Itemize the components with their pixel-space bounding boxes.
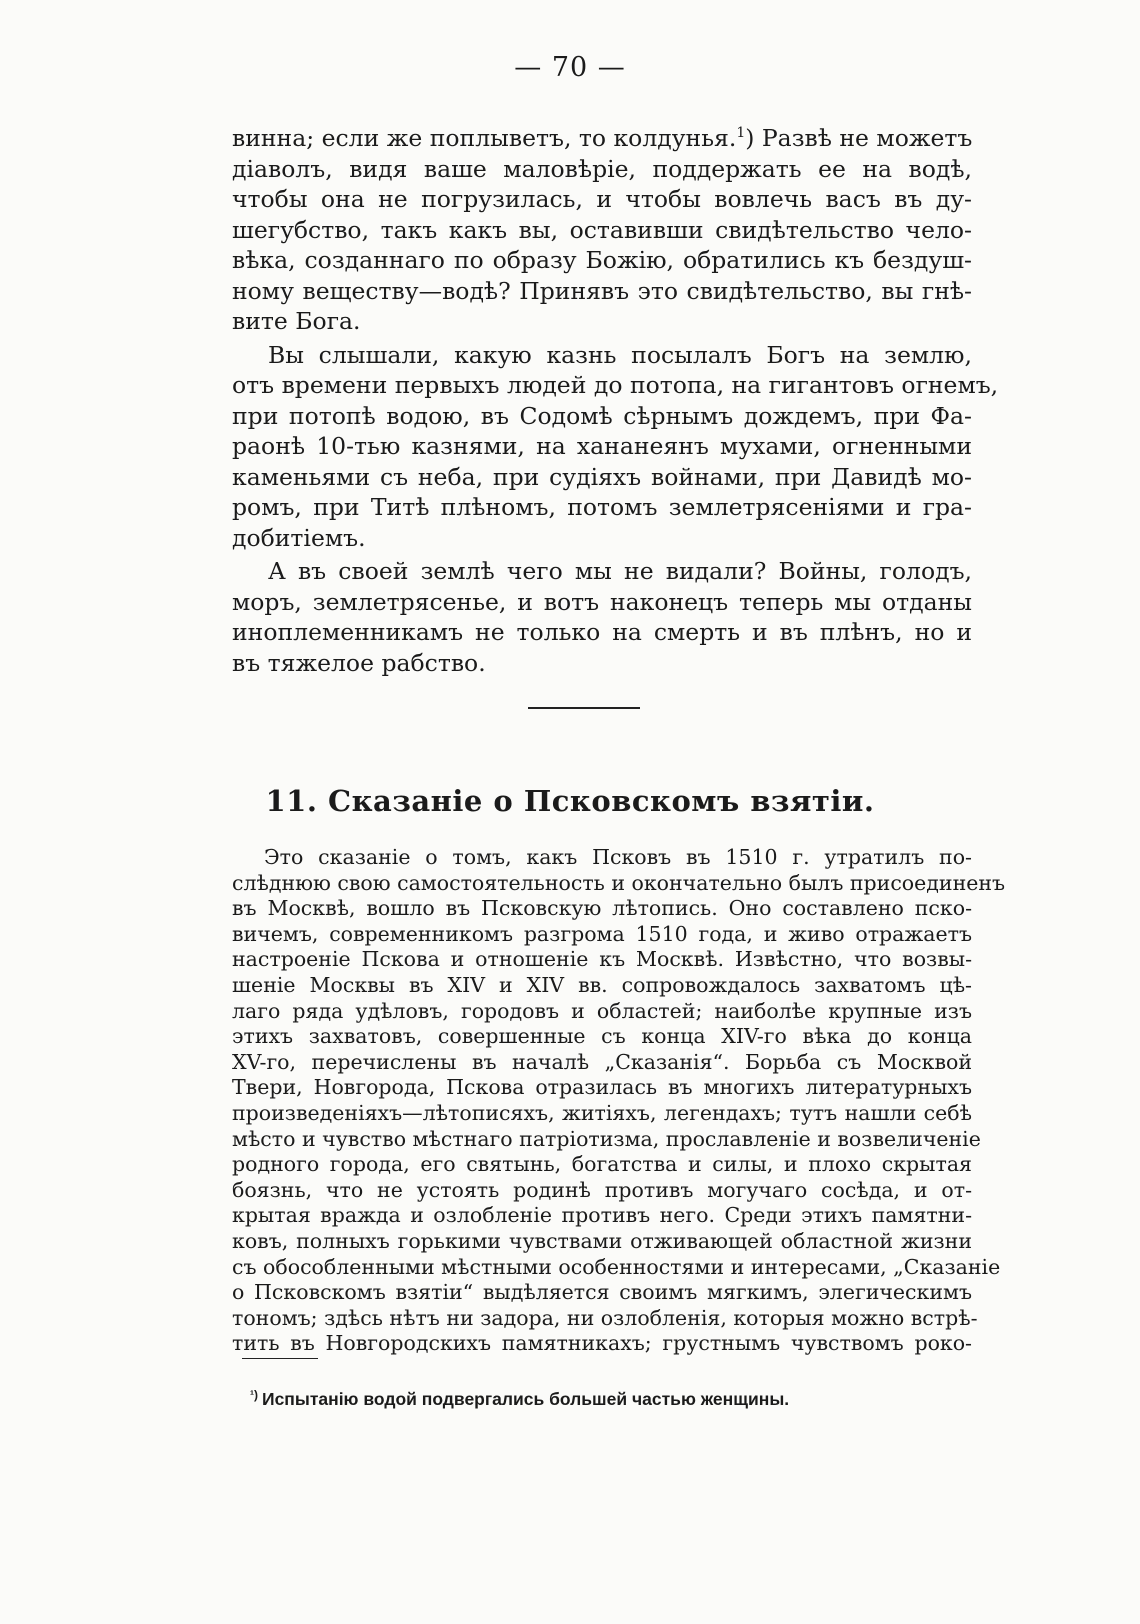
text-line: XV-го, перечислены въ началѣ „Сказанія“. Борьба съ Москвой — [232, 1049, 972, 1074]
section-heading: 11. Сказаніе о Псковскомъ взятіи. — [265, 784, 875, 818]
section-text — [232, 845, 1006, 1357]
footnote-mark: ¹) — [250, 1388, 258, 1402]
text-line: Твери, Новгорода, Пскова отразилась въ многихъ литературныхъ — [232, 1075, 972, 1100]
text-line: чтобы она не погрузилась, и чтобы вовлечь васъ въ ду- — [232, 185, 972, 213]
text-line: шегубство, такъ какъ вы, оставивши свидѣтельство чело- — [232, 215, 972, 244]
text-line: при потопѣ водою, въ Содомѣ сѣрнымъ дождемъ, при Фа- — [232, 401, 972, 430]
text-line: лаго ряда удѣловъ, городовъ и областей; наиболѣе крупные изъ — [232, 998, 972, 1023]
text-line: иноплеменникамъ не только на смерть и въ плѣнъ, но и — [232, 618, 972, 646]
text-line: Вы слышали, какую казнь посылалъ Богъ на землю, — [268, 340, 972, 369]
text-line: ковъ, полныхъ горькими чувствами отживающей областной жизни — [232, 1228, 972, 1253]
text-line: каменьями съ неба, при судіяхъ войнами, при Давидѣ мо- — [232, 462, 972, 491]
paragraph-3 — [232, 556, 972, 678]
page-number: — 70 — — [514, 52, 626, 83]
text-line: вичемъ, современникомъ разгрома 1510 года, и живо отражаетъ — [232, 921, 972, 946]
text-line: Это сказаніе о томъ, какъ Псковъ въ 1510 г. утратилъ по- — [264, 845, 972, 869]
text-line: съ обособленными мѣстными особенностями и интересами, „Сказаніе — [232, 1254, 1001, 1279]
footnote-text: Испытанію водой подвергались большей частью женщины. — [262, 1389, 790, 1409]
text-line: вите Бога. — [232, 307, 361, 335]
text-line: ному веществу—водѣ? Принявъ это свидѣтельство, вы гнѣ- — [232, 276, 972, 305]
text-line: въ тяжелое рабство. — [232, 648, 486, 677]
section-divider — [528, 707, 640, 709]
body-text — [232, 118, 999, 681]
text-line: родного города, его святынь, богатства и силы, и плохо скрытая — [232, 1152, 972, 1177]
paragraph-1 — [232, 118, 972, 337]
text-line: этихъ захватовъ, совершенные съ конца XIV-го вѣка до конца — [232, 1024, 972, 1049]
text-line: крытая вражда и озлобленіе противъ него. Среди этихъ памятни- — [232, 1203, 972, 1228]
text-line: раонѣ 10-тью казнями, на хананеянъ мухами, огненными — [232, 432, 972, 460]
paragraph-2 — [232, 340, 999, 554]
text-line: въ Москвѣ, вошло въ Псковскую лѣтопись. Оно составлено пско- — [232, 896, 972, 921]
text-line: добитіемъ. — [232, 523, 366, 552]
footnote-ref: 1 — [736, 125, 746, 141]
text-line: мѣсто и чувство мѣстнаго патріотизма, прославленіе и возвеличеніе — [232, 1126, 981, 1151]
text-line: ромъ, при Титѣ плѣномъ, потомъ землетрясеніями и гра- — [232, 493, 972, 521]
text-line: настроеніе Пскова и отношеніе къ Москвѣ. Извѣстно, что возвы- — [232, 947, 972, 972]
footnote-rule — [242, 1358, 318, 1359]
text-line: отъ времени первыхъ людей до потопа, на гигантовъ огнемъ, — [232, 371, 999, 399]
text-line: винна; если же поплыветъ, то колдунья.$^1$) Развѣ не можетъ — [232, 124, 973, 152]
text-line: тить въ Новгородскихъ памятникахъ; грустнымъ чувствомъ роко- — [232, 1331, 972, 1356]
text-line: моръ, землетрясенье, и вотъ наконецъ теперь мы отданы — [232, 587, 972, 616]
text-line: произведеніяхъ—лѣтописяхъ, житіяхъ, легендахъ; тутъ нашли себѣ — [232, 1100, 972, 1125]
text-line: тономъ; здѣсь нѣтъ ни задора, ни озлобленія, которыя можно встрѣ- — [232, 1305, 978, 1330]
footnote — [250, 1388, 950, 1410]
text-line: А въ своей землѣ чего мы не видали? Войны, голодъ, — [268, 557, 972, 585]
text-line: боязнь, что не устоять родинѣ противъ могучаго сосѣда, и от- — [232, 1177, 972, 1202]
text-line: шеніе Москвы въ XIV и XIV вв. сопровождалось захватомъ цѣ- — [232, 972, 972, 997]
text-line: о Псковскомъ взятіи“ выдѣляется своимъ мягкимъ, элегическимъ — [232, 1280, 972, 1305]
text-line: діаволъ, видя ваше маловѣріе, поддержать ее на водѣ, — [232, 154, 972, 183]
text-line: вѣка, созданнаго по образу Божію, обратились къ бездуш- — [232, 246, 972, 274]
text-line: слѣднюю свою самостоятельность и окончательно былъ присоединенъ — [232, 870, 1006, 895]
